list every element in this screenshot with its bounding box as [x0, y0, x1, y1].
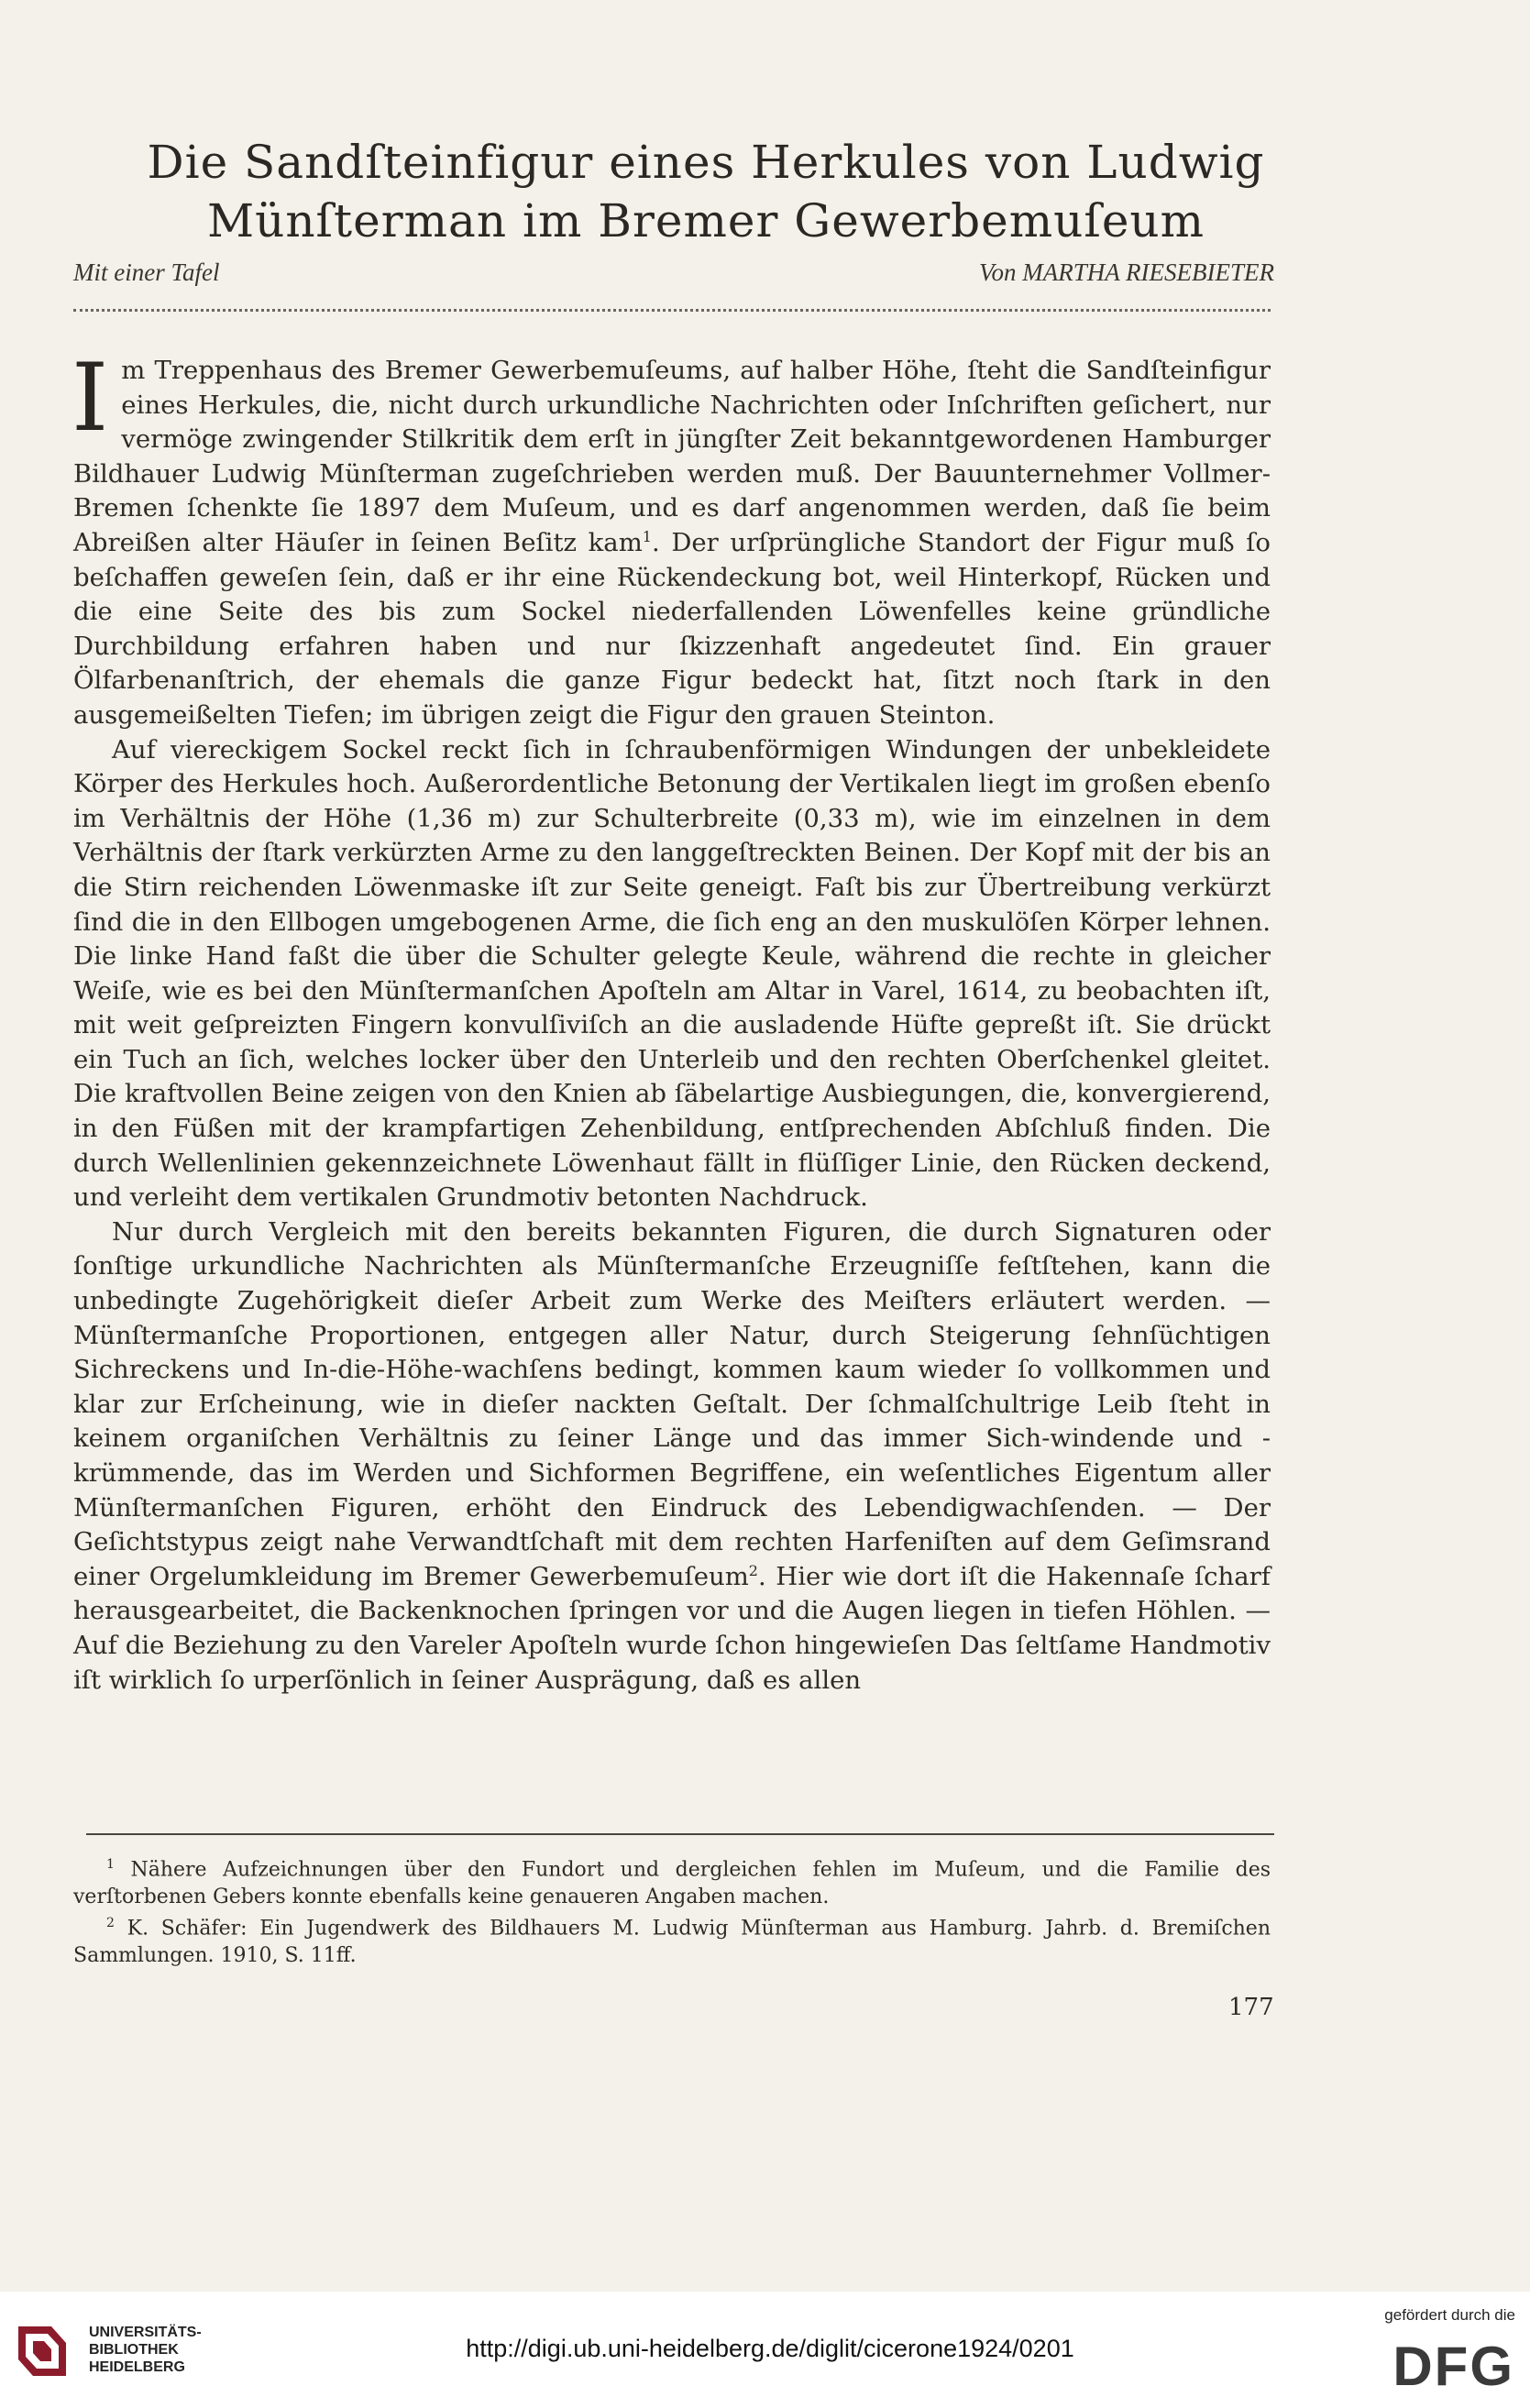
footnote-1 [73, 1852, 1271, 1910]
paragraph-2: Auf viereckigem Sockel reckt ſich in ſchraubenförmigen Windungen der unbekleidete Körper des Herkules hoch. Außerordentliche Betonung der Vertikalen liegt im großen ebenſo im Verhältnis der Höhe (1,36 m) zur Schulterbreite (0,33 m), wie im einzelnen in dem Verhältnis der ſtark verkürzten Arme zu den langgeſtreckten Beinen. Der Kopf mit der bis an die Stirn reichenden Löwenmaske iſt zur Seite geneigt. Faſt bis zur Übertreibung verkürzt ſind die in den Ellbogen umgebogenen Arme, die ſich eng an den muskulöſen Körper lehnen. Die linke Hand faßt die über die Schulter gelegte Keule, während die rechte in gleicher Weiſe, wie es bei den Münſtermanſchen Apoſteln am Altar in Varel, 1614, zu beobachten iſt, mit weit geſpreizten Fingern konvulſiviſch an die ausladende Hüfte gepreßt iſt. Sie drückt ein Tuch an ſich, welches locker über den Unterleib und den rechten Oberſchenkel gleitet. Die kraftvollen Beine zeigen von den Knien ab ſäbelartige Ausbiegungen, die, konvergierend, in den Füßen mit der krampfartigen Zehenbildung, entſprechenden Abſchluß finden. Die durch Wellenlinien gekennzeichnete Löwenhaut fällt in flüſſiger Linie, den Rücken deckend, und verleiht dem vertikalen Grundmotiv betonten Nachdruck. [73, 734, 1271, 1213]
footnote-1-text: Nähere Aufzeichnungen über den Fundort und dergleichen fehlen im Muſeum, und die Familie des verſtorbenen Gebers konnte ebenfalls keine genaueren Angaben machen. [73, 1858, 1271, 1908]
library-name[interactable] [89, 2324, 202, 2376]
paragraph-1 [72, 344, 1271, 733]
dotted-divider [73, 309, 1271, 312]
university-library-logo-icon[interactable] [13, 2319, 77, 2383]
footnote-2-text: K. Schäfer: Ein Jugendwerk des Bildhauers M. Ludwig Münſterman aus Hamburg. Jahrb. d. Bremiſchen Sammlungen. 1910, S. 11ff. [73, 1917, 1271, 1968]
dfg-logo-icon[interactable] [1357, 2334, 1517, 2391]
library-name-line-1: UNIVERSITÄTS- [89, 2325, 202, 2340]
document-url-link[interactable]: http://digi.ub.uni-heidelberg.de/diglit/cicerone1924/0201 [466, 2335, 1074, 2362]
footnote-2-number: 2 [106, 1916, 115, 1931]
paragraph-1-text-a: m Treppenhaus des Bremer Gewerbemuſeums, auf halber Höhe, ſteht die Sandſteinfigur eines Herkules, die, nicht durch urkundliche Nachrichten oder Inſchriften geſichert, nur vermöge zwingender Stilkritik dem erſt in jüngſter Zeit bekanntgewordenen Hamburger Bildhauer Ludwig Münſterman zugeſchrieben werden muß. Der Bauunternehmer Vollmer-Bremen ſchenkte ſie 1897 dem Muſeum, und es darf angenommen werden, daß ſie beim Abreißen alter Häuſer in ſeinen Beſitz kam [73, 356, 1271, 557]
footnote-divider [86, 1833, 1274, 1835]
paragraph-3-text-a: Nur durch Vergleich mit den bereits bekannten Figuren, die durch Signaturen oder ſonſtige urkundliche Nachrichten als Münſtermanſche Erzeugniſſe feſtſtehen, kann die unbedingte Zugehörigkeit dieſer Arbeit zum Werke des Meiſters erläutert werden. — Münſtermanſche Proportionen, entgegen aller Natur, durch Steigerung ſehnſüchtigen Sichreckens und In-die-Höhe-wachſens bedingt, kommen kaum wieder ſo vollkommen und klar zur Erſcheinung, wie in dieſer nackten Geſtalt. Der ſchmalſchultrige Leib ſteht in keinem organiſchen Verhältnis zu ſeiner Länge und das immer Sich-windende und -krümmende, das im Werden und Sichformen Begriffene, ein weſentliches Eigentum aller Münſtermanſchen Figuren, erhöht den Eindruck des Lebendigwachſenden. — Der Geſichtstypus zeigt nahe Verwandtſchaft mit dem rechten Harfeniſten auf dem Geſimsrand einer Orgelumkleidung im Bremer Gewerbemuſeum [73, 1216, 1271, 1591]
title-line-2: Münſterman im Bremer Gewerbemuſeum [206, 194, 1205, 247]
paragraph-1-text-b: . Der urſprüngliche Standort der Figur muß ſo beſchaffen geweſen ſein, daß er ihr eine Rückendeckung bot, weil Hinterkopf, Rücken und die eine Seite des bis zum Sockel niederfallenden Löwenfelles keine gründliche Durchbildung erfahren haben und nur ſkizzenhaft angedeutet ſind. Ein grauer Ölfarbenanſtrich, der ehemals die ganze Figur bedeckt hat, ſitzt noch ſtark in den ausgemeißelten Tiefen; im übrigen zeigt die Figur den grauen Steinton. [73, 527, 1271, 730]
title-line-1: Die Sandſteinfigur eines Herkules von Ludwig [147, 136, 1265, 189]
plate-note: Mit einer Tafel [73, 258, 220, 286]
footnote-2 [73, 1910, 1271, 1969]
paragraph-3-text-b: . Hier wie dort iſt die Hakennaſe ſcharf herausgearbeitet, die Backenknochen ſpringen vor und die Augen liegen in tiefen Höhlen. — Auf die Beziehung zu den Vareler Apoſteln wurde ſchon hingewieſen Das ſeltſame Handmotiv iſt wirklich ſo urperſönlich in ſeiner Ausprägung, daß es allen [73, 1561, 1271, 1695]
article-title [64, 133, 1348, 250]
footnotes [73, 1852, 1271, 1970]
footnote-ref-1[interactable]: 1 [642, 527, 652, 545]
page-number: 177 [1228, 1994, 1274, 2021]
article-body [72, 344, 1271, 1698]
drop-cap: I [72, 344, 109, 453]
dfg-logo-text: DFG [1392, 2336, 1514, 2391]
funding-note: gefördert durch die [1384, 2306, 1515, 2324]
library-name-line-3: HEIDELBERG [89, 2359, 185, 2375]
paragraph-3 [73, 1215, 1271, 1698]
library-name-line-2: BIBLIOTHEK [89, 2342, 179, 2358]
footnote-ref-2[interactable]: 2 [748, 1561, 758, 1579]
author: Von MARTHA RIESEBIETER [979, 258, 1274, 286]
footnote-1-number: 1 [106, 1857, 115, 1872]
